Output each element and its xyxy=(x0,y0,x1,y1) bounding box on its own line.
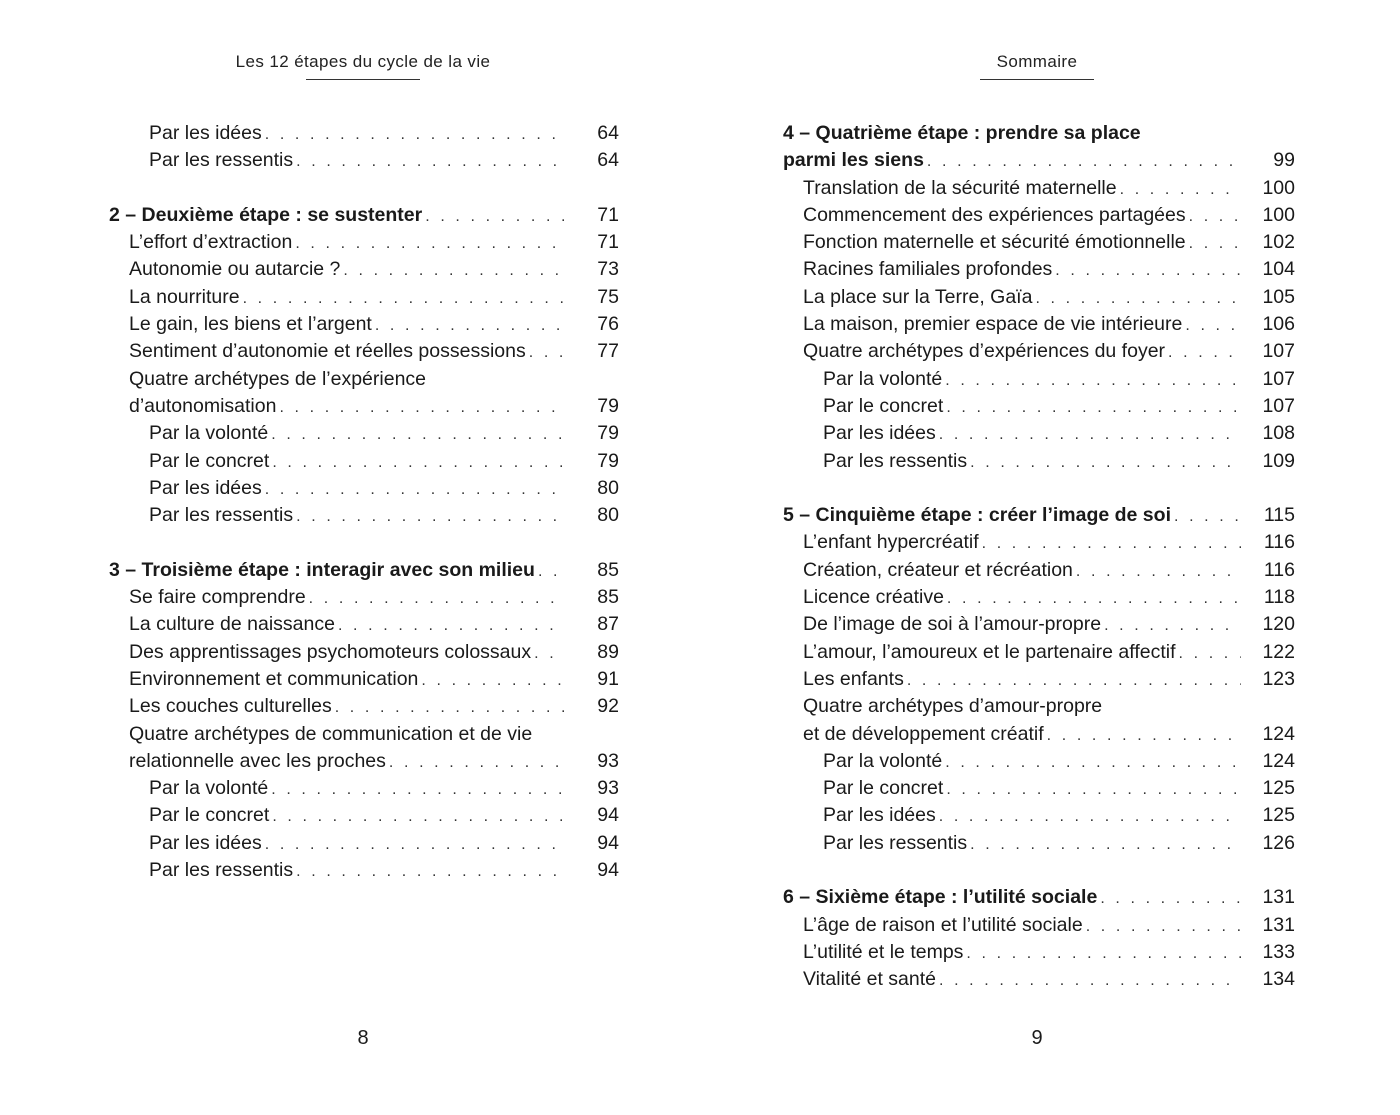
toc-entry-title: relationnelle avec les proches xyxy=(129,749,386,772)
dot-leader xyxy=(343,257,565,284)
toc-entry-title: Par les idées xyxy=(149,476,262,499)
toc-entry xyxy=(109,475,619,502)
page-number: 9 xyxy=(1031,1027,1043,1049)
toc-entry xyxy=(783,693,1295,720)
toc-chapter-entry xyxy=(783,147,1295,174)
dot-leader xyxy=(1104,612,1241,639)
toc-entry-page: 107 xyxy=(1262,394,1295,417)
toc-entry-title: et de développement créatif xyxy=(803,722,1044,745)
table-of-contents xyxy=(109,120,619,884)
toc-entry-title: L’amour, l’amoureux et le partenaire affectif xyxy=(803,640,1176,663)
toc-entry-page: 89 xyxy=(597,640,619,663)
toc-chapter-entry xyxy=(783,120,1295,147)
dot-leader xyxy=(309,585,565,612)
toc-entry xyxy=(109,502,619,529)
toc-entry xyxy=(109,857,619,884)
toc-entry-page: 71 xyxy=(597,231,619,254)
toc-entry-page: 100 xyxy=(1262,203,1295,226)
toc-entry-title: Par les ressentis xyxy=(149,504,294,527)
toc-entry xyxy=(783,966,1295,993)
toc-entry-title: Par le concret xyxy=(149,449,270,472)
toc-entry xyxy=(109,256,619,283)
dot-leader xyxy=(970,831,1241,858)
toc-entry-title: 6 – Sixième étape : l’utilité sociale xyxy=(783,886,1098,909)
section-spacer xyxy=(783,857,1295,884)
toc-entry-page: 107 xyxy=(1262,367,1295,390)
toc-entry-title: Les couches culturelles xyxy=(129,695,332,718)
table-of-contents xyxy=(783,120,1295,994)
dot-leader xyxy=(982,530,1241,557)
toc-entry-page: 123 xyxy=(1262,667,1295,690)
toc-entry xyxy=(109,748,619,775)
dot-leader xyxy=(1047,722,1241,749)
toc-entry xyxy=(109,338,619,365)
toc-entry-page: 115 xyxy=(1263,504,1295,527)
toc-entry-page: 93 xyxy=(597,777,619,800)
toc-entry-title: Par la volonté xyxy=(823,749,943,772)
toc-entry-page: 105 xyxy=(1262,285,1295,308)
toc-entry xyxy=(109,611,619,638)
toc-entry-page: 79 xyxy=(597,422,619,445)
dot-leader xyxy=(946,394,1241,421)
toc-entry-title: L’enfant hypercréatif xyxy=(803,531,979,554)
toc-entry-page: 108 xyxy=(1262,422,1295,445)
dot-leader xyxy=(265,831,565,858)
toc-entry-page: 80 xyxy=(597,476,619,499)
toc-entry-page: 124 xyxy=(1262,749,1295,772)
toc-entry-title: Par les ressentis xyxy=(149,149,294,172)
toc-entry-title: Fonction maternelle et sécurité émotionnelle xyxy=(803,231,1186,254)
toc-entry-title: d’autonomisation xyxy=(129,394,277,417)
toc-entry xyxy=(783,721,1295,748)
dot-leader xyxy=(1168,339,1241,366)
toc-entry-title: Licence créative xyxy=(803,586,944,609)
toc-entry-page: 120 xyxy=(1262,613,1295,636)
toc-entry-title: Par les idées xyxy=(149,122,262,144)
dot-leader xyxy=(1076,558,1241,585)
toc-entry xyxy=(783,802,1295,829)
toc-entry xyxy=(109,775,619,802)
dot-leader xyxy=(939,421,1241,448)
dot-leader xyxy=(1189,203,1241,230)
dot-leader xyxy=(970,449,1241,476)
toc-entry-title: Par le concret xyxy=(149,804,270,827)
toc-entry-page: 104 xyxy=(1262,258,1295,281)
dot-leader xyxy=(271,421,565,448)
toc-entry-title: Le gain, les biens et l’argent xyxy=(129,313,372,336)
toc-entry-title: Par les ressentis xyxy=(149,859,294,882)
toc-entry-title: De l’image de soi à l’amour-propre xyxy=(803,613,1102,636)
toc-entry xyxy=(783,775,1295,802)
toc-entry xyxy=(783,366,1295,393)
toc-entry-page: 107 xyxy=(1262,340,1295,363)
toc-entry xyxy=(783,611,1295,638)
dot-leader xyxy=(279,394,565,421)
dot-leader xyxy=(1100,885,1241,912)
dot-leader xyxy=(1189,230,1241,257)
toc-entry xyxy=(783,639,1295,666)
dot-leader xyxy=(1035,285,1241,312)
dot-leader xyxy=(296,503,565,530)
toc-entry-page: 100 xyxy=(1262,176,1295,199)
toc-entry xyxy=(109,311,619,338)
running-head-rule xyxy=(306,79,420,80)
running-head-text: Sommaire xyxy=(996,52,1078,71)
dot-leader xyxy=(1086,913,1241,940)
dot-leader xyxy=(947,585,1241,612)
toc-entry-page: 75 xyxy=(597,285,619,308)
toc-entry-title: Quatre archétypes de l’expérience xyxy=(129,367,427,390)
right-page xyxy=(700,0,1400,1115)
toc-entry xyxy=(109,666,619,693)
toc-entry-title: Par les idées xyxy=(823,422,936,445)
toc-entry-page: 79 xyxy=(597,449,619,472)
toc-entry-page: 94 xyxy=(597,804,619,827)
dot-leader xyxy=(375,312,565,339)
toc-entry-page: 93 xyxy=(597,749,619,772)
toc-entry-title: Racines familiales profondes xyxy=(803,258,1053,281)
toc-entry xyxy=(783,420,1295,447)
dot-leader xyxy=(939,803,1241,830)
section-spacer xyxy=(109,175,619,202)
toc-entry xyxy=(109,584,619,611)
dot-leader xyxy=(272,449,565,476)
dot-leader xyxy=(389,749,565,776)
toc-entry-page: 91 xyxy=(597,667,619,690)
toc-entry-page: 85 xyxy=(597,558,619,581)
toc-entry xyxy=(109,229,619,256)
toc-entry-title: 2 – Deuxième étape : se sustenter xyxy=(109,203,423,226)
toc-entry-title: Autonomie ou autarcie ? xyxy=(129,258,341,281)
toc-entry xyxy=(109,448,619,475)
running-head xyxy=(955,52,1119,80)
toc-entry-page: 131 xyxy=(1262,913,1295,936)
toc-entry-page: 131 xyxy=(1262,886,1295,909)
dot-leader xyxy=(425,203,565,230)
dot-leader xyxy=(338,612,565,639)
toc-entry xyxy=(783,912,1295,939)
running-head xyxy=(200,52,526,80)
dot-leader xyxy=(1179,640,1241,667)
toc-entry xyxy=(109,366,619,393)
toc-entry-page: 134 xyxy=(1262,968,1295,991)
toc-entry-title: Par la volonté xyxy=(149,422,269,445)
dot-leader xyxy=(296,858,565,885)
toc-entry xyxy=(783,284,1295,311)
dot-leader xyxy=(271,776,565,803)
toc-entry xyxy=(783,448,1295,475)
toc-entry xyxy=(109,284,619,311)
toc-entry xyxy=(783,748,1295,775)
toc-entry-title: 5 – Cinquième étape : créer l’image de soi xyxy=(783,504,1171,527)
toc-entry-title: Commencement des expériences partagées xyxy=(803,203,1186,226)
toc-entry-page: 126 xyxy=(1262,831,1295,854)
toc-entry xyxy=(783,229,1295,256)
toc-chapter-entry xyxy=(109,202,619,229)
toc-entry xyxy=(109,830,619,857)
dot-leader xyxy=(421,667,565,694)
toc-entry-page: 79 xyxy=(597,394,619,417)
toc-entry xyxy=(783,311,1295,338)
toc-entry-title: 4 – Quatrième étape : prendre sa place xyxy=(783,122,1141,144)
toc-entry xyxy=(109,693,619,720)
toc-entry-title: Par le concret xyxy=(823,394,944,417)
dot-leader xyxy=(966,940,1241,967)
dot-leader xyxy=(1185,312,1241,339)
toc-entry-title: Par les idées xyxy=(823,804,936,827)
toc-entry xyxy=(109,147,619,174)
toc-entry-title: Quatre archétypes de communication et de vie xyxy=(129,722,533,745)
toc-entry-page: 92 xyxy=(597,695,619,718)
toc-entry-page: 73 xyxy=(597,258,619,281)
toc-entry-title: La place sur la Terre, Gaïa xyxy=(803,285,1033,308)
toc-entry-title: L’utilité et le temps xyxy=(803,940,964,963)
toc-entry xyxy=(109,721,619,748)
toc-entry-title: La maison, premier espace de vie intérieure xyxy=(803,313,1183,336)
dot-leader xyxy=(1174,503,1241,530)
toc-entry-page: 99 xyxy=(1273,149,1295,172)
toc-entry-page: 106 xyxy=(1262,313,1295,336)
dot-leader xyxy=(272,803,565,830)
section-spacer xyxy=(783,475,1295,502)
toc-entry-title: Par les ressentis xyxy=(823,831,968,854)
dot-leader xyxy=(335,694,565,721)
toc-entry-title: Par la volonté xyxy=(823,367,943,390)
toc-entry-title: Quatre archétypes d’expériences du foyer xyxy=(803,340,1166,363)
dot-leader xyxy=(534,640,565,667)
toc-entry xyxy=(109,120,619,147)
dot-leader xyxy=(907,667,1241,694)
toc-entry-title: parmi les siens xyxy=(783,149,924,172)
toc-entry xyxy=(783,939,1295,966)
toc-entry-title: Se faire comprendre xyxy=(129,586,306,609)
running-head-rule xyxy=(980,79,1094,80)
toc-entry xyxy=(783,584,1295,611)
toc-entry-title: 3 – Troisième étape : interagir avec son milieu xyxy=(109,558,535,581)
toc-entry-title: L’âge de raison et l’utilité sociale xyxy=(803,913,1083,936)
toc-entry-page: 125 xyxy=(1262,804,1295,827)
dot-leader xyxy=(945,749,1241,776)
toc-entry xyxy=(783,830,1295,857)
toc-entry-page: 109 xyxy=(1262,449,1295,472)
toc-chapter-entry xyxy=(783,502,1295,529)
toc-entry-title: Translation de la sécurité maternelle xyxy=(803,176,1117,199)
toc-entry-page: 64 xyxy=(597,149,619,172)
toc-entry-title: Des apprentissages psychomoteurs colossaux xyxy=(129,640,532,663)
toc-entry-page: 87 xyxy=(597,613,619,636)
toc-entry xyxy=(783,338,1295,365)
toc-entry-page: 94 xyxy=(597,859,619,882)
dot-leader xyxy=(946,776,1241,803)
toc-entry-title: L’effort d’extraction xyxy=(129,231,293,254)
dot-leader xyxy=(296,148,565,175)
toc-entry-page: 116 xyxy=(1263,531,1295,554)
toc-entry xyxy=(109,639,619,666)
dot-leader xyxy=(927,148,1241,175)
dot-leader xyxy=(1055,257,1241,284)
running-head-text: Les 12 étapes du cycle de la vie xyxy=(235,52,491,71)
toc-entry-page: 64 xyxy=(597,122,619,144)
toc-entry xyxy=(783,666,1295,693)
dot-leader xyxy=(1120,176,1241,203)
toc-entry-page: 80 xyxy=(597,504,619,527)
dot-leader xyxy=(945,367,1241,394)
toc-entry xyxy=(109,802,619,829)
toc-entry-title: Vitalité et santé xyxy=(803,968,936,991)
dot-leader xyxy=(295,230,565,257)
toc-entry-title: La nourriture xyxy=(129,285,240,308)
toc-entry xyxy=(783,557,1295,584)
toc-entry-page: 94 xyxy=(597,831,619,854)
toc-entry-page: 71 xyxy=(597,203,619,226)
dot-leader xyxy=(243,285,565,312)
dot-leader xyxy=(529,339,565,366)
toc-entry xyxy=(109,393,619,420)
toc-entry-page: 77 xyxy=(597,340,619,363)
toc-entry-page: 85 xyxy=(597,586,619,609)
toc-entry xyxy=(109,420,619,447)
dot-leader xyxy=(538,558,565,585)
toc-entry-page: 122 xyxy=(1262,640,1295,663)
toc-entry-page: 102 xyxy=(1262,231,1295,254)
dot-leader xyxy=(939,967,1241,994)
toc-entry xyxy=(783,393,1295,420)
toc-entry-page: 124 xyxy=(1262,722,1295,745)
toc-entry-title: Par la volonté xyxy=(149,777,269,800)
toc-entry-title: Par les ressentis xyxy=(823,449,968,472)
toc-entry-title: Les enfants xyxy=(803,667,904,690)
toc-entry-page: 116 xyxy=(1263,558,1295,581)
toc-entry-title: Par les idées xyxy=(149,831,262,854)
toc-chapter-entry xyxy=(109,557,619,584)
toc-entry xyxy=(783,529,1295,556)
toc-entry xyxy=(783,202,1295,229)
toc-entry xyxy=(783,175,1295,202)
toc-entry-title: Quatre archétypes d’amour-propre xyxy=(803,695,1103,718)
toc-entry-title: Par le concret xyxy=(823,777,944,800)
toc-entry xyxy=(783,256,1295,283)
toc-entry-title: Environnement et communication xyxy=(129,667,419,690)
toc-entry-page: 133 xyxy=(1262,940,1295,963)
toc-entry-page: 118 xyxy=(1263,586,1295,609)
toc-entry-page: 76 xyxy=(597,313,619,336)
dot-leader xyxy=(265,476,565,503)
dot-leader xyxy=(265,121,565,148)
section-spacer xyxy=(109,529,619,556)
toc-entry-page: 125 xyxy=(1262,777,1295,800)
toc-entry-title: Création, créateur et récréation xyxy=(803,558,1073,581)
toc-chapter-entry xyxy=(783,884,1295,911)
page-number: 8 xyxy=(357,1027,369,1049)
toc-entry-title: Sentiment d’autonomie et réelles possessions xyxy=(129,340,526,363)
toc-entry-title: La culture de naissance xyxy=(129,613,335,636)
